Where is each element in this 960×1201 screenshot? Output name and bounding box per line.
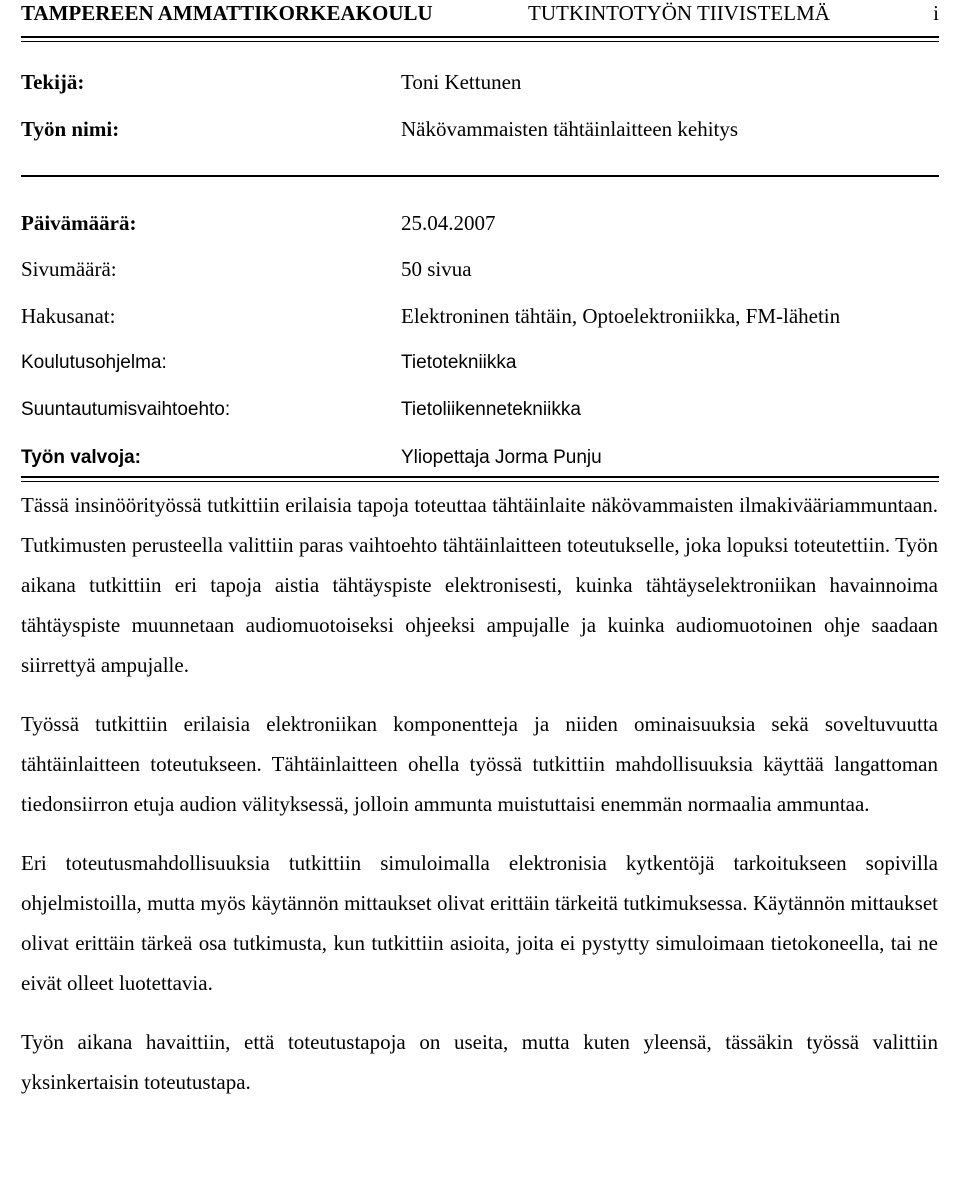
author-label: Tekijä: [21, 70, 85, 94]
document-type: TUTKINTOTYÖN TIIVISTELMÄ [528, 1, 830, 25]
specialization-row [0, 399, 960, 427]
supervisor-value: Yliopettaja Jorma Punju [401, 447, 602, 468]
abstract-paragraph: Eri toteutusmahdollisuuksia tutkittiin simuloimalla elektronisia kytkentöjä tarkoitukseen sopivilla ohjelmistoilla, mutta myös käytännön mittaukset olivat erittäin tärkeitä tutkimuksessa. Käytännön mittaukset olivat erittäin tärkeä osa tutkimusta, kun tutkittiin asioita, joita ei pystytty simuloimaan tietokoneella, tai ne eivät olleet luotettavia. [21, 851, 938, 995]
keywords-value: Elektroninen tähtäin, Optoelektroniikka, FM-lähetin [401, 304, 841, 328]
title-label: Työn nimi: [21, 117, 120, 141]
title-value: Näkövammaisten tähtäinlaitteen kehitys [401, 117, 739, 141]
header-divider [21, 36, 939, 42]
pages-row [0, 257, 960, 285]
date-row [0, 211, 960, 239]
program-label: Koulutusohjelma: [21, 352, 167, 373]
author-value: Toni Kettunen [401, 70, 522, 94]
abstract-paragraph: Työssä tutkittiin erilaisia elektroniikan komponentteja ja niiden ominaisuuksia sekä soveltuvuutta tähtäinlaitteen toteutukseen. Tähtäinlaitteen ohella työssä tutkittiin mahdollisuuksia käyttää langattoman tiedonsiirron etuja audion välityksessä, jolloin ammunta muistuttaisi enemmän normaalia ammuntaa. [21, 712, 938, 816]
pages-label: Sivumäärä: [21, 257, 117, 281]
program-row [0, 352, 960, 380]
keywords-row [0, 304, 960, 332]
title-row [0, 117, 960, 145]
school-name: TAMPEREEN AMMATTIKORKEAKOULU [21, 1, 433, 25]
keywords-label: Hakusanat: [21, 304, 116, 328]
author-row [0, 70, 960, 98]
date-value: 25.04.2007 [401, 211, 496, 235]
supervisor-row [0, 447, 960, 475]
date-label: Päivämäärä: [21, 211, 137, 235]
specialization-label: Suuntautumisvaihtoehto: [21, 399, 231, 420]
abstract-paragraph: Työn aikana havaittiin, että toteutustapoja on useita, mutta kuten yleensä, tässäkin työssä valittiin yksinkertaisin toteutustapa. [21, 1030, 938, 1094]
page-number: i [933, 1, 939, 25]
supervisor-label: Työn valvoja: [21, 447, 142, 468]
abstract-body [21, 485, 938, 1121]
pages-value: 50 sivua [401, 257, 472, 281]
abstract-paragraph: Tässä insinöörityössä tutkittiin erilaisia tapoja toteuttaa tähtäinlaite näkövammaisten ilmakivääriammuntaan. Tutkimusten perusteella valittiin paras vaihtoehto tähtäinlaitteen toteutukselle, joka lopuksi toteutettiin. Työn aikana tutkittiin eri tapoja aistia tähtäyspiste elektronisesti, kuinka tähtäyselektroniikan havainnoima tähtäyspiste muunnetaan audiomuotoiseksi ohjeeksi ampujalle ja kuinka audiomuotoinen ohje saadaan siirrettyä ampujalle. [21, 493, 938, 677]
page-header [21, 0, 939, 30]
metadata-divider [21, 175, 939, 177]
specialization-value: Tietoliikennetekniikka [401, 399, 581, 420]
abstract-divider [21, 476, 939, 482]
program-value: Tietotekniikka [401, 352, 517, 373]
